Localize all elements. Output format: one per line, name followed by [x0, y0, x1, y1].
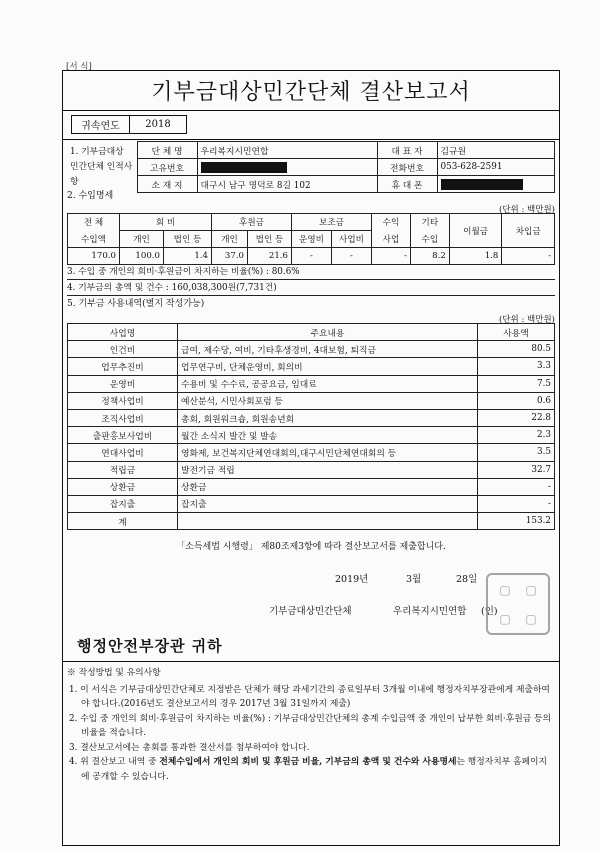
- row-amount: -: [478, 478, 555, 495]
- h-subsidy: 보조금: [292, 214, 372, 231]
- row-content: 월간 소식지 발간 및 발송: [178, 427, 478, 444]
- rep-label: 대 표 자: [377, 142, 437, 159]
- id-value: [197, 159, 377, 176]
- notes-divider: [63, 661, 559, 662]
- row-amount: 32.7: [478, 461, 555, 478]
- h-category: 사업명: [68, 324, 178, 341]
- phone-value: 053-628-2591: [437, 159, 555, 176]
- row-amount: 2.3: [478, 427, 555, 444]
- row-amount: 7.5: [478, 375, 555, 392]
- row-content: 예산분석, 시민사회포럼 등: [178, 392, 478, 409]
- table-row: [68, 409, 555, 426]
- table-row: [68, 444, 555, 461]
- h-other-2: 수입: [410, 231, 449, 248]
- h-carry: 이월금: [449, 214, 502, 248]
- recipient: 행정안전부장관 귀하: [77, 637, 223, 655]
- v-don-corp: 21.6: [248, 248, 292, 265]
- table-row: [68, 341, 555, 358]
- h-dues: 회 비: [120, 214, 212, 231]
- table-row: [68, 478, 555, 495]
- v-profit: -: [372, 248, 411, 265]
- h-sub-oper: 운영비: [292, 231, 332, 248]
- table-row-total: [68, 513, 555, 530]
- table-row: [68, 392, 555, 409]
- note-item: 1. 이 서식은 기부금대상민간단체로 지정받은 단체가 해당 과세기간의 종료일부터 3개월 이내에 행정자치부장관에게 제출하여야 합니다.(2016년도 결산보고서의 경우 2017년 3월 31일까지 제출): [69, 684, 550, 709]
- notes-section: [67, 666, 555, 784]
- v-loan: -: [502, 248, 555, 265]
- mobile-label: 휴 대 폰: [377, 176, 437, 193]
- phone-label: 전화번호: [377, 159, 437, 176]
- income-unit: (단위 : 백만원): [499, 205, 555, 215]
- note-item: 2. 수입 중 개인의 회비·후원금이 차지하는 비율(%) : 기부금대상민간단체의 총계 수입금액 중 개인이 납부한 회비·후원금 등의 비율을 적습니다.: [69, 713, 552, 738]
- usage-unit: (단위 : 백만원): [499, 315, 555, 325]
- table-row: [68, 461, 555, 478]
- h-content: 주요내용: [178, 324, 478, 341]
- h-total-2: 수입액: [68, 231, 120, 248]
- row-content: 잡지출: [178, 495, 478, 512]
- year-box: [71, 115, 187, 134]
- v-carry: 1.8: [449, 248, 502, 265]
- h-dues-corp: 법인 등: [164, 231, 212, 248]
- h-don-ind: 개인: [212, 231, 248, 248]
- report-frame: [62, 70, 560, 846]
- signature-seal-mark: (인): [481, 606, 498, 617]
- row-amount: -: [478, 495, 555, 512]
- row-content: 급여, 제수당, 여비, 기타후생경비, 4대보험, 퇴직금: [178, 341, 478, 358]
- note-4-emphasis: 전체수입에서 개인의 회비 및 후원금 비율, 기부금의 총액 및 건수와 사용명세: [159, 757, 457, 767]
- title-divider: [63, 110, 559, 111]
- h-donation: 후원금: [212, 214, 292, 231]
- h-amount: 사용액: [478, 324, 555, 341]
- row-amount: 153.2: [478, 513, 555, 530]
- date-month: 3월: [406, 574, 422, 585]
- org-section-label: 1. 기부금대상 민간단체 인적사항: [70, 146, 133, 187]
- table-row: [68, 375, 555, 392]
- row-content: 총회, 회원워크숍, 회원송년회: [178, 409, 478, 426]
- redaction-mark: [201, 162, 287, 173]
- h-profit: 수익: [372, 214, 411, 231]
- rep-value: 김규원: [437, 142, 555, 159]
- h-sub-proj: 사업비: [332, 231, 372, 248]
- row-amount: 80.5: [478, 341, 555, 358]
- row-category: 적립금: [68, 461, 178, 478]
- form-label: [서 식]: [66, 62, 92, 72]
- row-content: 수용비 및 수수료, 공공요금, 임대료: [178, 375, 478, 392]
- note-4-start: 4. 위 결산보고 내역 중: [69, 757, 160, 767]
- row-category: 출판홍보사업비: [68, 427, 178, 444]
- v-dues-corp: 1.4: [164, 248, 212, 265]
- row-amount: 0.6: [478, 392, 555, 409]
- h-loan: 차입금: [502, 214, 555, 248]
- year-value: 2018: [145, 119, 171, 130]
- h-dues-ind: 개인: [120, 231, 164, 248]
- row-category: 조직사업비: [68, 409, 178, 426]
- row-amount: 22.8: [478, 409, 555, 426]
- individual-ratio-line: 3. 수입 중 개인의 회비·후원금이 차지하는 비율(%) : 80.6%: [67, 264, 555, 280]
- year-label: 귀속연도: [72, 116, 130, 133]
- v-total: 170.0: [68, 248, 120, 265]
- table-row: [68, 427, 555, 444]
- usage-section-title: 5. 기부금 사용내역(별지 작성가능): [67, 299, 205, 309]
- table-row: [68, 358, 555, 375]
- v-sub-proj: -: [332, 248, 372, 265]
- row-category: 인건비: [68, 341, 178, 358]
- row-content: [178, 513, 478, 530]
- h-profit-2: 사업: [372, 231, 411, 248]
- row-category: 연대사업비: [68, 444, 178, 461]
- row-category: 정책사업비: [68, 392, 178, 409]
- note-4-end: 는 행정자치부 홈페이지에 공개할 수 있습니다.: [81, 757, 548, 782]
- org-name-value: 우리복지시민연합: [197, 142, 377, 159]
- v-other: 8.2: [410, 248, 449, 265]
- row-category: 운영비: [68, 375, 178, 392]
- note-item: 3. 결산보고서에는 총회를 통과한 결산서를 첨부하여야 합니다.: [69, 742, 310, 753]
- mobile-value: [437, 176, 555, 193]
- official-seal-stamp: ▢ ▢ ▢ ▢: [486, 573, 550, 635]
- usage-table: [67, 323, 555, 530]
- redaction-mark: [441, 179, 523, 190]
- date-day: 28일: [456, 574, 478, 585]
- row-amount: 3.5: [478, 444, 555, 461]
- h-other: 기타: [410, 214, 449, 231]
- row-content: 상환금: [178, 478, 478, 495]
- note-item: [67, 755, 555, 784]
- row-amount: 3.3: [478, 358, 555, 375]
- table-row: [68, 495, 555, 512]
- signature-name: 우리복지시민연합: [393, 606, 467, 617]
- org-name-label: 단 체 명: [137, 142, 197, 159]
- income-section-title: 2. 수입명세: [67, 191, 114, 201]
- h-don-corp: 법인 등: [248, 231, 292, 248]
- id-label: 고유번호: [137, 159, 197, 176]
- notes-title: ※ 작성방법 및 유의사항: [67, 668, 161, 678]
- donation-total-line: 4. 기부금의 총액 및 건수 : 160,038,300원(7,731건): [67, 280, 555, 296]
- addr-value: 대구시 남구 명덕로 8길 102: [197, 176, 377, 193]
- page-title: 기부금대상민간단체 결산보고서: [151, 80, 471, 105]
- row-category: 상환금: [68, 478, 178, 495]
- v-dues-ind: 100.0: [120, 248, 164, 265]
- income-table: [67, 213, 555, 265]
- declaration-text: 「소득세법 시행령」 제80조제3항에 따라 결산보고서를 제출합니다.: [176, 542, 446, 552]
- org-info-table: [67, 141, 555, 193]
- v-don-ind: 37.0: [212, 248, 248, 265]
- row-content: 영화제, 보건복지단체연대회의,대구시민단체연대회의 등: [178, 444, 478, 461]
- row-content: 업무연구비, 단체운영비, 회의비: [178, 358, 478, 375]
- row-category: 잡지출: [68, 495, 178, 512]
- h-total: 전 체: [68, 214, 120, 231]
- addr-label: 소 재 지: [137, 176, 197, 193]
- row-category: 계: [68, 513, 178, 530]
- signature-label: 기부금대상민간단체: [269, 606, 352, 617]
- org-divider: [63, 139, 559, 140]
- date-year: 2019년: [335, 574, 369, 585]
- row-category: 업무추진비: [68, 358, 178, 375]
- row-content: 발전기금 적립: [178, 461, 478, 478]
- v-sub-oper: -: [292, 248, 332, 265]
